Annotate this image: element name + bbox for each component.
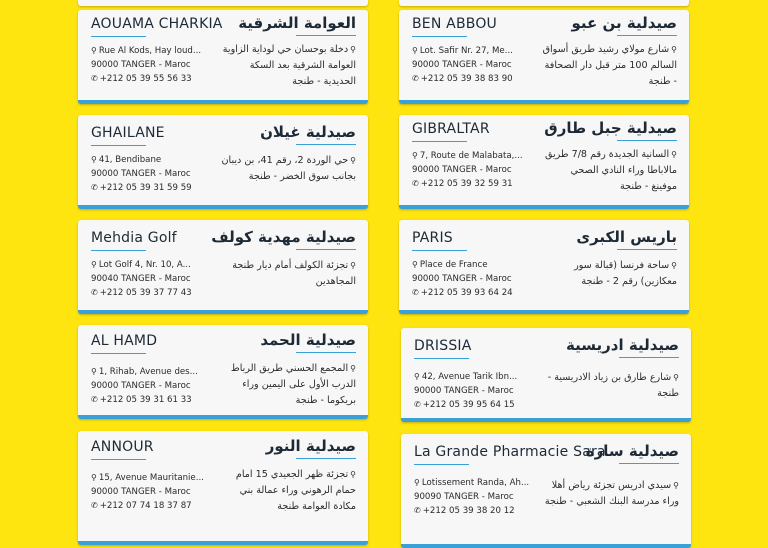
map-pin-icon: ⚲ [671,150,677,159]
map-pin-icon: ⚲ [350,261,356,270]
address-line: 1, Rihab, Avenue des... [98,367,198,377]
arabic-address: دخلة بوحسان حي لوداية الزاوية العوامة الشرقية بعد السكة الحديدية - طنجة [222,44,356,87]
map-pin-icon: ⚲ [671,45,677,54]
phone-icon: ✆ [414,506,421,515]
address-line: 15, Avenue Mauritanie... [98,473,204,483]
arabic-address: شارع طارق بن زياد الادريسية - طنجة [547,372,679,399]
card-stub-left [78,0,368,6]
map-pin-icon: ⚲ [91,46,97,55]
arabic-address: حي الوردة 2، رقم 41، بن ديبان بجانب سوق الخضر - طنجة [221,155,356,182]
card-stub-right [399,0,689,6]
map-pin-icon: ⚲ [414,478,420,487]
phone-number[interactable]: +212 05 39 31 61 33 [99,395,192,405]
phone-number[interactable]: +212 07 74 18 37 87 [99,501,192,511]
map-pin-icon: ⚲ [412,46,418,55]
pharmacy-name-arabic: صيدلية مهدية كولف [211,228,356,246]
map-pin-icon: ⚲ [350,364,356,373]
arabic-address: المجمع الحسني طريق الرباط الدرب الأول على اليمين وراء بريكوما - طنجة [230,363,356,406]
pharmacy-name-latin: DRISSIA [414,338,472,354]
pharmacy-name-latin: La Grande Pharmacie Sara [414,444,606,460]
arabic-address: ساحة فرنسا (قبالة سور معكازين) رقم 2 - طنجة [574,260,677,287]
address-line: 7, Route de Malabata,... [419,151,523,161]
phone-icon: ✆ [412,74,419,83]
phone-number[interactable]: +212 05 39 55 56 33 [99,74,192,84]
phone-icon: ✆ [91,183,98,192]
city-line: 90000 TANGER - Maroc [412,60,512,70]
address-line: Rue Al Kods, Hay loud... [98,46,202,56]
map-pin-icon: ⚲ [412,260,418,269]
city-line: 90000 TANGER - Maroc [91,381,191,391]
pharmacy-name-arabic: صيدلية غيلان [260,123,356,141]
pharmacy-name-latin: BEN ABBOU [412,16,497,32]
city-line: 90000 TANGER - Maroc [91,487,191,497]
pharmacy-name-latin: PARIS [412,230,453,246]
pharmacy-card[interactable] [399,10,689,104]
phone-icon: ✆ [91,288,98,297]
map-pin-icon: ⚲ [673,481,679,490]
address-line: Lot. Safir Nr. 27, Me... [419,46,513,56]
city-line: 90090 TANGER - Maroc [414,492,514,502]
pharmacy-name-latin: Mehdia Golf [91,230,177,246]
phone-number[interactable]: +212 05 39 95 64 15 [422,400,515,410]
pharmacy-card[interactable] [401,328,691,422]
pharmacy-name-latin: ANNOUR [91,439,154,455]
pharmacy-card[interactable] [78,115,368,209]
pharmacy-name-latin: AL HAMD [91,333,158,349]
pharmacy-card[interactable] [78,325,368,419]
pharmacy-card[interactable] [78,220,368,314]
city-line: 90000 TANGER - Maroc [91,60,191,70]
phone-number[interactable]: +212 05 39 32 59 31 [420,179,513,189]
map-pin-icon: ⚲ [91,155,97,164]
phone-number[interactable]: +212 05 39 38 83 90 [420,74,513,84]
phone-icon: ✆ [91,395,98,404]
pharmacy-card[interactable] [399,220,689,314]
pharmacy-name-arabic: صيدلية بن عبو [571,14,677,32]
address-line: Place de France [419,260,488,270]
map-pin-icon: ⚲ [350,470,356,479]
phone-icon: ✆ [412,288,419,297]
map-pin-icon: ⚲ [414,372,420,381]
map-pin-icon: ⚲ [350,156,356,165]
address-line: Lotissement Randa, Ah... [421,478,530,488]
city-line: 90000 TANGER - Maroc [412,274,512,284]
city-line: 90000 TANGER - Maroc [412,165,512,175]
pharmacy-name-arabic: صيدلية الحمد [260,331,356,349]
map-pin-icon: ⚲ [350,45,356,54]
pharmacy-card[interactable] [399,115,689,209]
map-pin-icon: ⚲ [671,261,677,270]
phone-icon: ✆ [91,501,98,510]
pharmacy-name-arabic: العوامة الشرقية [238,14,356,32]
phone-number[interactable]: +212 05 39 31 59 59 [99,183,192,193]
pharmacy-name-arabic: باريس الكبرى [576,228,677,246]
arabic-address: شارع مولاي رشيد طريق أسواق السالم 100 متر قبل دار الصحافة - طنجة [542,44,677,87]
pharmacy-card[interactable] [78,431,368,545]
address-line: Lot Golf 4, Nr. 10, A... [98,260,191,270]
phone-icon: ✆ [91,74,98,83]
phone-number[interactable]: +212 05 39 93 64 24 [420,288,513,298]
pharmacy-name-arabic: صيدلية ادريسية [566,336,679,354]
city-line: 90040 TANGER - Maroc [91,274,191,284]
pharmacy-name-arabic: صيدلية سارة [585,442,679,460]
pharmacy-card[interactable] [78,10,368,104]
arabic-address: سيدي ادريس تجزئة رياض أهلا وراء مدرسة البنك الشعبي - طنجة [544,480,679,507]
arabic-address: تجزئة الكولف أمام ديار طنجة المجاهدين [232,260,356,287]
pharmacy-card[interactable] [401,434,691,548]
map-pin-icon: ⚲ [91,260,97,269]
map-pin-icon: ⚲ [412,151,418,160]
phone-number[interactable]: +212 05 39 37 77 43 [99,288,192,298]
pharmacy-name-arabic: صيدلية جبل طارق [544,119,677,137]
pharmacy-name-latin: GIBRALTAR [412,121,490,137]
arabic-address: تجزئة ظهر الجعيدي 15 امام حمام الرهوني وراء عمالة بني مكادة العوامة طنجة [235,469,356,512]
city-line: 90000 TANGER - Maroc [91,169,191,179]
address-line: 41, Bendibane [98,155,162,165]
address-line: 42, Avenue Tarik Ibn... [421,372,518,382]
arabic-address: السانية الجديدة رقم 7/8 طريق مالاباطا وراء النادي الصحي موفينغ - طنجة [544,149,677,192]
pharmacy-name-arabic: صيدلية النور [265,437,356,455]
pharmacy-name-latin: AOUAMA CHARKIA [91,16,223,32]
phone-number[interactable]: +212 05 39 38 20 12 [422,506,515,516]
city-line: 90000 TANGER - Maroc [414,386,514,396]
phone-icon: ✆ [414,400,421,409]
phone-icon: ✆ [412,179,419,188]
map-pin-icon: ⚲ [91,473,97,482]
map-pin-icon: ⚲ [91,367,97,376]
map-pin-icon: ⚲ [673,373,679,382]
pharmacy-name-latin: GHAILANE [91,125,165,141]
